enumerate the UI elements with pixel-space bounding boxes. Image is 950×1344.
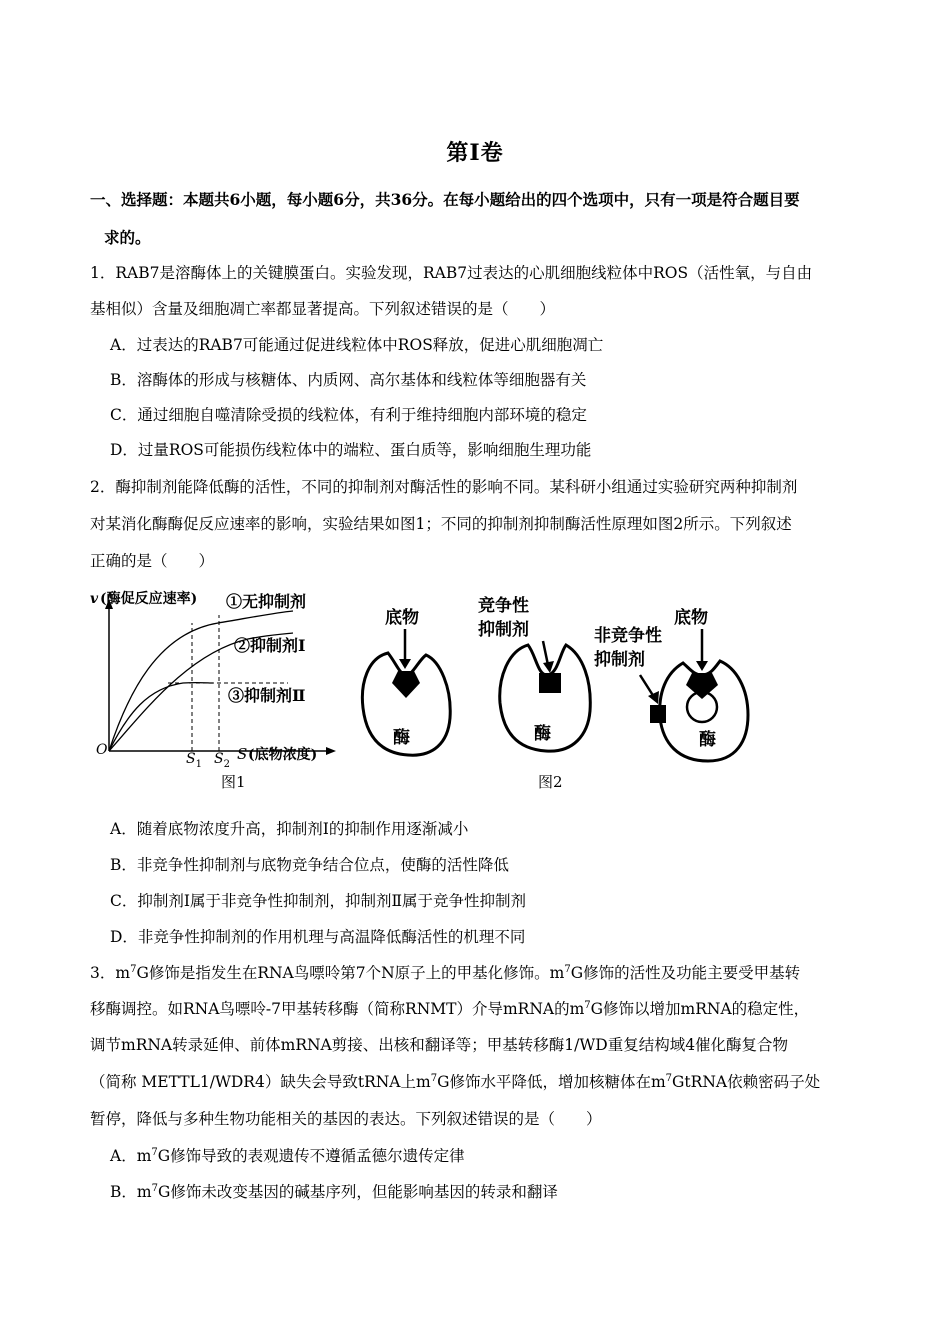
q3-stem-line3: 调节mRNA转录延伸、前体mRNA剪接、出核和翻译等；甲基转移酶1/WD重复结构域4催化酶复合物 bbox=[90, 1036, 789, 1054]
page-title: 第Ⅰ卷 bbox=[446, 140, 504, 166]
figure1-ylabel: (酶促反应速率) bbox=[100, 591, 198, 607]
q1-option-a: A．过表达的RAB7可能通过促进线粒体中ROS释放，促进心肌细胞凋亡 bbox=[110, 336, 604, 354]
q1-option-c: C．通过细胞自噬清除受损的线粒体，有利于维持细胞内部环境的稳定 bbox=[110, 406, 587, 424]
q3-option-b: B．$m^7G$修饰未改变基因的碱基序列，但能影响基因的转录和翻译 bbox=[110, 1183, 558, 1201]
q2-figures bbox=[88, 583, 768, 798]
q2-option-d: D．非竞争性抑制剂的作用机理与高温降低酶活性的机理不同 bbox=[110, 928, 526, 946]
figure1-caption: 图1 bbox=[221, 773, 246, 791]
noncompetitive-inhibitor-arrow-icon bbox=[648, 691, 659, 704]
substrate3-label: 底物 bbox=[674, 608, 708, 628]
figure1-origin: O bbox=[96, 742, 108, 758]
figure1-curve-no-inhibitor bbox=[109, 611, 293, 751]
q3-option-a: A．$m^7G$修饰导致的表观遗传不遵循孟德尔遗传定律 bbox=[110, 1147, 465, 1165]
q1-option-b: B．溶酶体的形成与核糖体、内质网、高尔基体和线粒体等细胞器有关 bbox=[110, 371, 587, 389]
noncompetitive-inhibitor-label-line1: 非竞争性 bbox=[594, 626, 662, 646]
figure1-s2: $S_2$ bbox=[214, 751, 230, 770]
q3-stem-line2: 移酶调控。如RNA鸟嘌呤-7甲基转移酶（简称RNMT）介导mRNA的$m^7G$修饰以增加mRNA的稳定性， bbox=[90, 1000, 810, 1018]
q3-stem-line4: （简称 METTL1/WDR4）缺失会导致tRNA上$m^7G$修饰水平降低，增加核糖体在$m^7GtRNA$依赖密码子处 bbox=[90, 1073, 821, 1091]
section-instruction-line2: 求的。 bbox=[104, 228, 151, 247]
figure1-ylabel-v: v bbox=[90, 591, 99, 607]
q2-option-a: A．随着底物浓度升高，抑制剂Ⅰ的抑制作用逐渐减小 bbox=[110, 820, 469, 838]
competitive-inhibitor-label-line2: 抑制剂 bbox=[478, 620, 529, 640]
enzyme1-label: 酶 bbox=[393, 728, 410, 748]
competitive-inhibitor-shape bbox=[539, 673, 561, 693]
q1-stem-line2: 基相似）含量及细胞凋亡率都显著提高。下列叙述错误的是（ ） bbox=[90, 300, 556, 318]
figure2-caption: 图2 bbox=[538, 773, 563, 791]
figure1-graph bbox=[90, 590, 336, 791]
q1-option-d: D．过量ROS可能损伤线粒体中的端粒、蛋白质等，影响细胞生理功能 bbox=[110, 441, 592, 459]
substrate1-label: 底物 bbox=[385, 608, 419, 628]
noncompetitive-inhibitor-label-line2: 抑制剂 bbox=[594, 650, 645, 670]
figure2-diagram bbox=[362, 595, 748, 791]
q2-option-c: C．抑制剂Ⅰ属于非竞争性抑制剂，抑制剂Ⅱ属于竞争性抑制剂 bbox=[110, 892, 527, 910]
noncompetitive-inhibitor-shape bbox=[650, 705, 666, 723]
section-instruction-line1: 一、选择题：本题共6小题，每小题6分，共36分。在每小题给出的四个选项中，只有一项是符合题目要 bbox=[90, 190, 800, 209]
q1-stem-line1: 1．RAB7是溶酶体上的关键膜蛋白。实验发现，RAB7过表达的心肌细胞线粒体中ROS（活性氧，与自由 bbox=[90, 264, 813, 282]
figure1-curve1-label: ①无抑制剂 bbox=[226, 592, 307, 611]
q2-stem-line2: 对某消化酶酶促反应速率的影响，实验结果如图1；不同的抑制剂抑制酶活性原理如图2所示。下列叙述 bbox=[90, 515, 792, 533]
figure1-xlabel: (底物浓度) bbox=[248, 747, 318, 763]
substrate3-arrow-icon bbox=[696, 661, 708, 671]
q3-stem-line1: 3．$m^7G$修饰是指发生在RNA鸟嘌呤第7个N原子上的甲基化修饰。$m^7G$修饰的活性及功能主要受甲基转 bbox=[90, 964, 801, 982]
competitive-inhibitor-arrow bbox=[543, 641, 548, 665]
q2-stem-line3: 正确的是（ ） bbox=[90, 552, 215, 570]
substrate1-arrow-icon bbox=[399, 659, 411, 669]
enzyme2-label: 酶 bbox=[534, 724, 551, 744]
enzyme3-label: 酶 bbox=[699, 730, 716, 750]
figure1-curve2-label: ②抑制剂Ⅰ bbox=[234, 636, 306, 655]
figure1-xlabel-s: S bbox=[237, 745, 248, 763]
figure1-s1: $S_1$ bbox=[186, 751, 202, 770]
figure1-x-arrow-icon bbox=[326, 747, 336, 755]
q2-stem-line1: 2．酶抑制剂能降低酶的活性，不同的抑制剂对酶活性的影响不同。某科研小组通过实验研究两种抑制剂 bbox=[90, 478, 798, 496]
noncompetitive-inhibitor-arrow bbox=[640, 675, 654, 697]
q2-option-b: B．非竞争性抑制剂与底物竞争结合位点，使酶的活性降低 bbox=[110, 856, 509, 874]
figure1-curve3-label: ③抑制剂Ⅱ bbox=[228, 686, 306, 705]
q3-stem-line5: 暂停，降低与多种生物功能相关的基因的表达。下列叙述错误的是（ ） bbox=[90, 1110, 602, 1128]
competitive-inhibitor-label-line1: 竞争性 bbox=[478, 596, 529, 616]
